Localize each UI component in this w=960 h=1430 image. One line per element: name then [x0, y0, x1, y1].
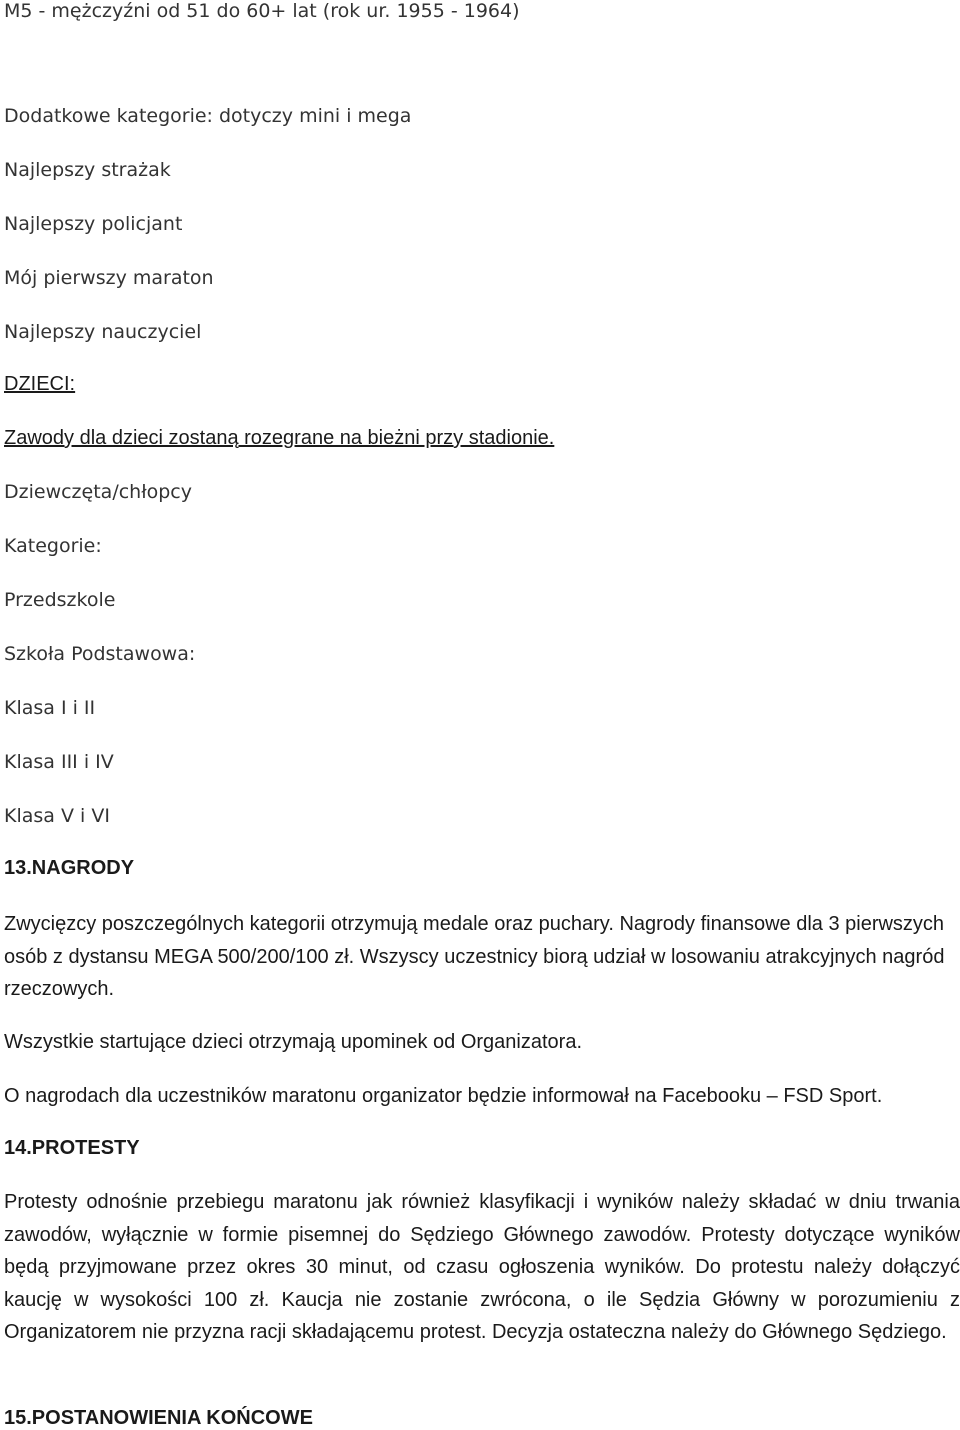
awards-paragraph-2: Wszystkie startujące dzieci otrzymają upominek od Organizatora. — [4, 1031, 583, 1053]
category-m5-line: M5 - mężczyźni od 51 do 60+ lat (rok ur. 1955 - 1964) — [4, 0, 520, 22]
protests-paragraph: Protesty odnośnie przebiegu maratonu jak również klasyfikacji i wyników należy składać w dniu trwania zawodów, wyłącznie w formie pisemnej do Sędziego Głównego zawodów. Protesty dotyczące wyników będą przyjmowane przez okres 30 minut, od czasu ogłoszenia wyników. Do protestu należy dołączyć kaucję w wysokości 100 zł. Kaucja nie zostanie zwrócona, o ile Sędzia Główny w porozumieniu z Organizatorem nie przyzna racji składającemu protest. Decyzja ostateczna należy do Głównego Sędziego. — [4, 1191, 960, 1343]
children-class-5-6: Klasa V i VI — [4, 805, 110, 827]
children-category-primary-school: Szkoła Podstawowa: — [4, 643, 196, 665]
children-class-1-2: Klasa I i II — [4, 697, 96, 719]
awards-heading: 13.NAGRODY — [4, 857, 135, 879]
extra-category-first-marathon: Mój pierwszy maraton — [4, 267, 214, 289]
children-class-3-4: Klasa III i IV — [4, 751, 114, 773]
children-category-preschool: Przedszkole — [4, 589, 116, 611]
extra-categories-heading: Dodatkowe kategorie: dotyczy mini i mega — [4, 105, 412, 127]
children-heading: DZIECI: — [4, 373, 76, 395]
children-categories-label: Kategorie: — [4, 535, 102, 557]
extra-category-policeman: Najlepszy policjant — [4, 213, 183, 235]
children-gender-line: Dziewczęta/chłopcy — [4, 481, 192, 503]
protests-heading: 14.PROTESTY — [4, 1137, 140, 1159]
final-provisions-heading: 15.POSTANOWIENIA KOŃCOWE — [4, 1407, 313, 1429]
awards-paragraph-1: Zwycięzcy poszczególnych kategorii otrzymują medale oraz puchary. Nagrody finansowe dla 3 pierwszych osób z dystansu MEGA 500/200/100 zł. Wszyscy uczestnicy biorą udział w losowaniu atrakcyjnych nagród rzeczowych. — [4, 913, 945, 1000]
children-venue-note: Zawody dla dzieci zostaną rozegrane na bieżni przy stadionie. — [4, 427, 555, 449]
extra-category-teacher: Najlepszy nauczyciel — [4, 321, 202, 343]
extra-category-firefighter: Najlepszy strażak — [4, 159, 171, 181]
awards-paragraph-3: O nagrodach dla uczestników maratonu organizator będzie informował na Facebooku – FSD Sport. — [4, 1085, 883, 1107]
